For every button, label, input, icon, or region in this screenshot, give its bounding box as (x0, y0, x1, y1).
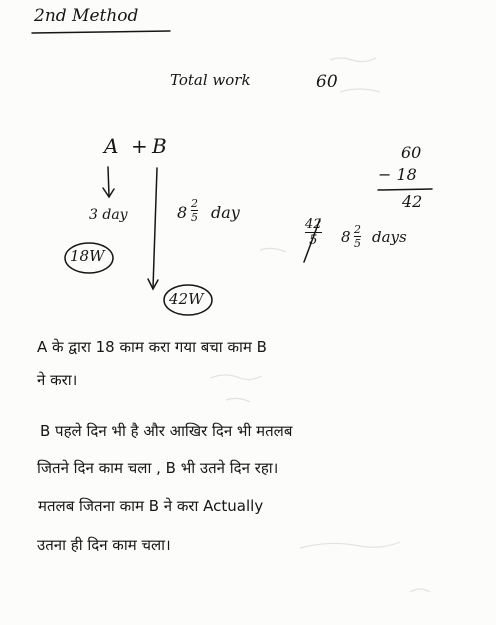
a-work-circled: 18W (70, 247, 105, 265)
total-work-value: 60 (316, 72, 338, 92)
explanation-line-5: मतलब जितना काम B ने करा Actually (38, 497, 264, 515)
explanation-line-3: B पहले दिन भी है और आखिर दिन भी मतलब (40, 422, 293, 440)
plus-sign: + (131, 134, 148, 158)
cancel-slash (304, 219, 320, 262)
circle-18w (65, 243, 113, 273)
a-days: 3 day (89, 207, 128, 223)
calc-numerator: 42 (305, 217, 322, 232)
subtraction-minus-line: − 18 (378, 165, 417, 184)
arrow-down-icon (108, 167, 109, 196)
subtraction-rule (378, 189, 432, 190)
calc-denominator: 5 (309, 233, 318, 248)
calc-result-whole: 8 (341, 228, 351, 246)
subtraction-result: 42 (402, 192, 423, 211)
subtraction-top: 60 (401, 143, 422, 162)
b-days-denominator: 5 (191, 211, 198, 224)
explanation-line-1: A के द्वारा 18 काम करा गया बचा काम B (37, 338, 267, 356)
calc-result-unit: days (372, 228, 407, 246)
b-days-unit: day (211, 203, 240, 222)
circle-42w (164, 285, 212, 315)
arrow-down-icon (153, 168, 157, 288)
heading-underline (32, 31, 170, 33)
worker-b: B (152, 134, 167, 158)
page-heading: 2nd Method (34, 6, 139, 26)
b-work-circled: 42W (169, 290, 204, 308)
calc-result-numerator: 2 (354, 223, 361, 236)
total-work-label: Total work (170, 71, 251, 89)
worker-a: A (104, 134, 119, 158)
calc-result-denominator: 5 (354, 237, 361, 250)
b-days-numerator: 2 (191, 197, 198, 210)
explanation-line-4: जितने दिन काम चला , B भी उतने दिन रहा। (37, 459, 279, 477)
b-days-whole: 8 (177, 203, 188, 222)
explanation-line-2: ने करा। (37, 371, 78, 389)
explanation-line-6: उतना ही दिन काम चला। (37, 536, 171, 554)
